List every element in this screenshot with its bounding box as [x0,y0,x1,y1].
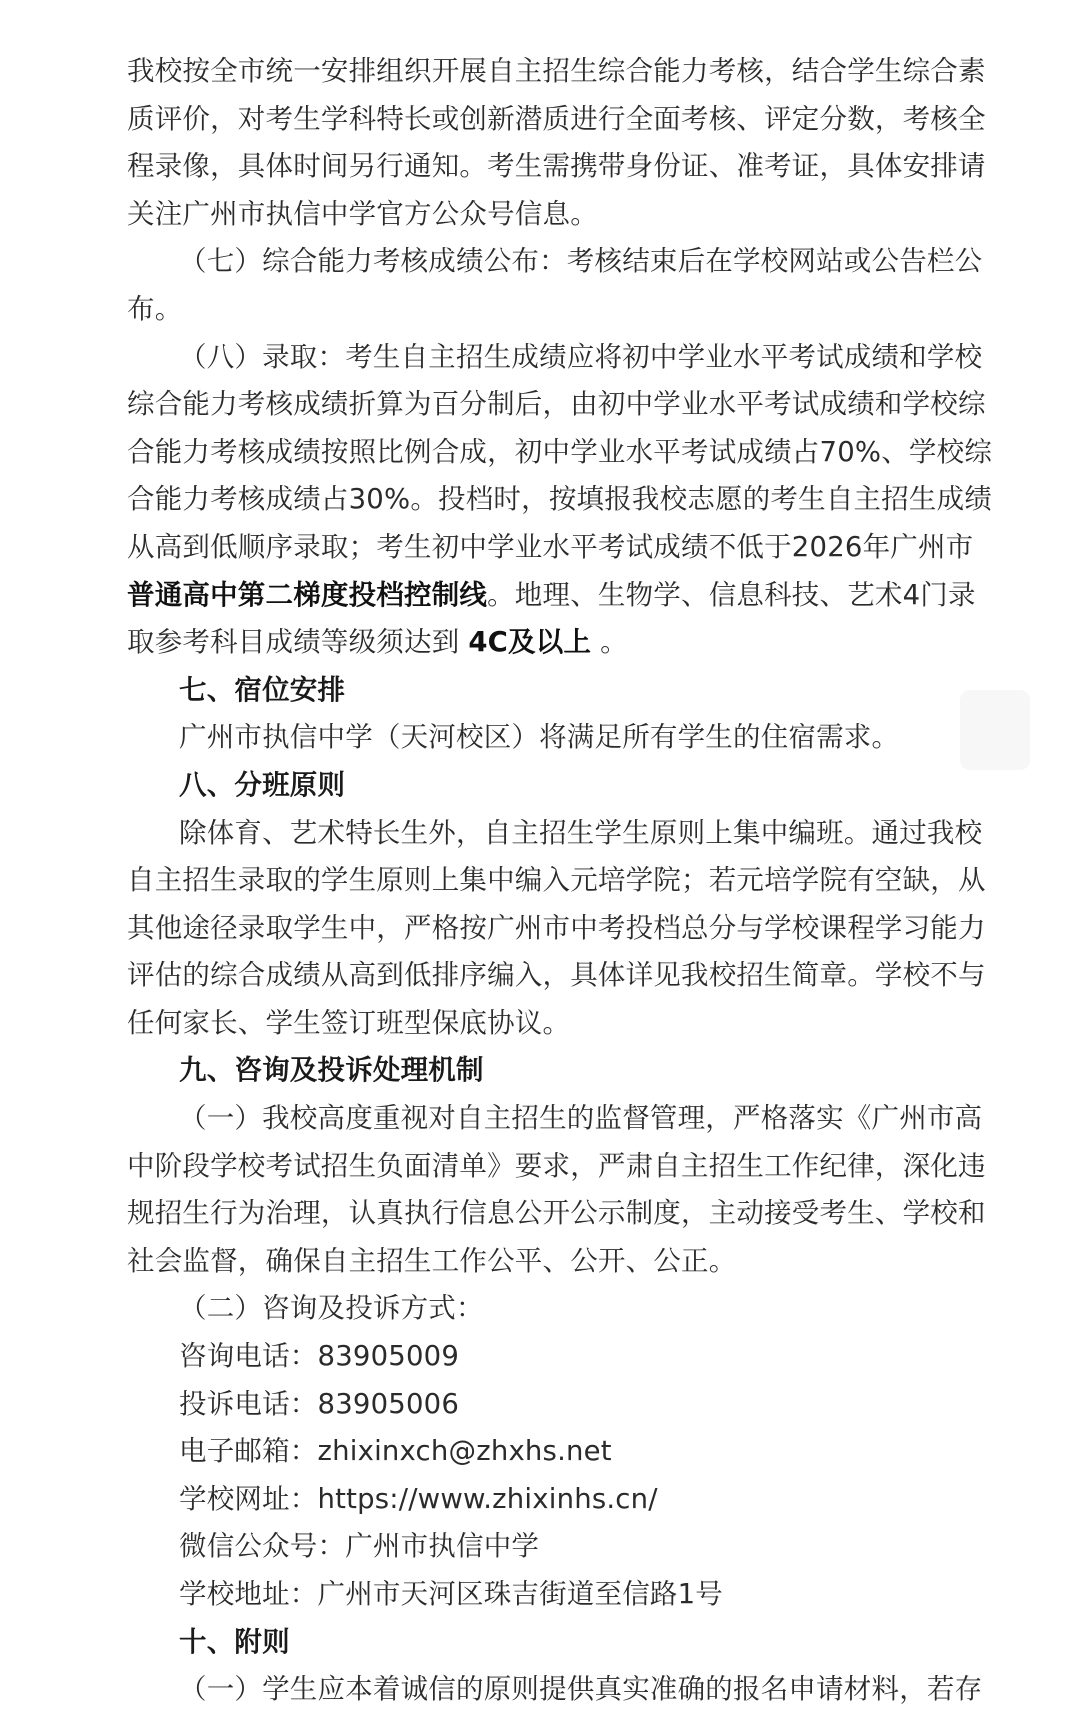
complaint-phone: 投诉电话：83905006 [179,1387,460,1420]
body-line: 评估的综合成绩从高到低排序编入，具体详见我校招生简章。学校不与 [127,959,986,992]
section-10-1-honesty: （一）学生应本着诚信的原则提供真实准确的报名申请材料，若存 [179,1673,983,1706]
section-7-result-announcement: （七）综合能力考核成绩公布：考核结束后在学校网站或公告栏公 [179,245,983,278]
heading-class-placement: 八、分班原则 [179,768,346,801]
body-line-mixed [127,572,976,620]
heading-consultation-complaints: 九、咨询及投诉处理机制 [179,1054,484,1087]
bold-grade-requirement: 4C及以上 [468,626,592,659]
consult-phone: 咨询电话：83905009 [179,1340,460,1373]
body-line: 质评价，对考生学科特长或创新潜质进行全面考核、评定分数，考核全 [127,102,986,135]
body-line: 规招生行为治理，认真执行信息公开公示制度，主动接受考生、学校和 [127,1197,986,1230]
school-address: 学校地址：广州市天河区珠吉街道至信路1号 [179,1578,723,1610]
body-line-mixed [127,619,957,667]
body-line: 中阶段学校考试招生负面清单》要求，严肃自主招生工作纪律，深化违 [127,1149,986,1182]
bold-control-line-text: 普通高中第二梯度投档控制线 [127,578,488,611]
heading-supplementary-provisions: 十、附则 [179,1625,290,1658]
body-line: 布。 [127,292,183,325]
body-line: 除体育、艺术特长生外，自主招生学生原则上集中编班。通过我校 [179,816,983,849]
body-line: 综合能力考核成绩折算为百分制后，由初中学业水平考试成绩和学校综 [127,388,986,421]
email-address: 电子邮箱：zhixinxch@zhxhs.net [179,1435,612,1468]
body-line: 社会监督，确保自主招生工作公平、公开、公正。 [127,1244,737,1277]
document-body [127,48,993,1714]
section-8-admission: （八）录取：考生自主招生成绩应将初中学业水平考试成绩和学校 [179,340,983,373]
body-line: 任何家长、学生签订班型保底协议。 [127,1006,571,1039]
body-line: 其他途径录取学生中，严格按广州市中考投档总分与学校课程学习能力 [127,911,986,944]
body-line: 广州市执信中学（天河校区）将满足所有学生的住宿需求。 [179,721,900,754]
body-line: 程录像，具体时间另行通知。考生需携带身份证、准考证，具体安排请 [127,150,986,183]
body-line: 合能力考核成绩按照比例合成，初中学业水平考试成绩占70%、学校综 [127,435,993,468]
wechat-account: 微信公众号：广州市执信中学 [179,1530,540,1563]
faint-scan-artifact [960,690,1030,770]
body-line: 合能力考核成绩占30%。投档时，按填报我校志愿的考生自主招生成绩 [127,483,993,516]
heading-dormitory: 七、宿位安排 [179,673,346,706]
body-line: 我校按全市统一安排组织开展自主招生综合能力考核，结合学生综合素 [127,55,986,87]
body-line: 自主招生录取的学生原则上集中编入元培学院；若元培学院有空缺，从 [127,864,986,897]
body-line-pre: 取参考科目成绩等级须达到 [127,626,469,659]
body-line: 关注广州市执信中学官方公众号信息。 [127,197,598,230]
school-website: 学校网址：https://www.zhixinhs.cn/ [179,1482,658,1515]
section-9-1-supervision: （一）我校高度重视对自主招生的监督管理，严格落实《广州市高 [179,1102,983,1135]
section-9-2-contact-methods: （二）咨询及投诉方式： [179,1292,484,1325]
body-line-post: 。 [591,626,628,659]
body-line: 从高到低顺序录取；考生初中学业水平考试成绩不低于2026年广州市 [127,530,974,563]
body-line-rest: 。地理、生物学、信息科技、艺术4门录 [487,578,976,611]
